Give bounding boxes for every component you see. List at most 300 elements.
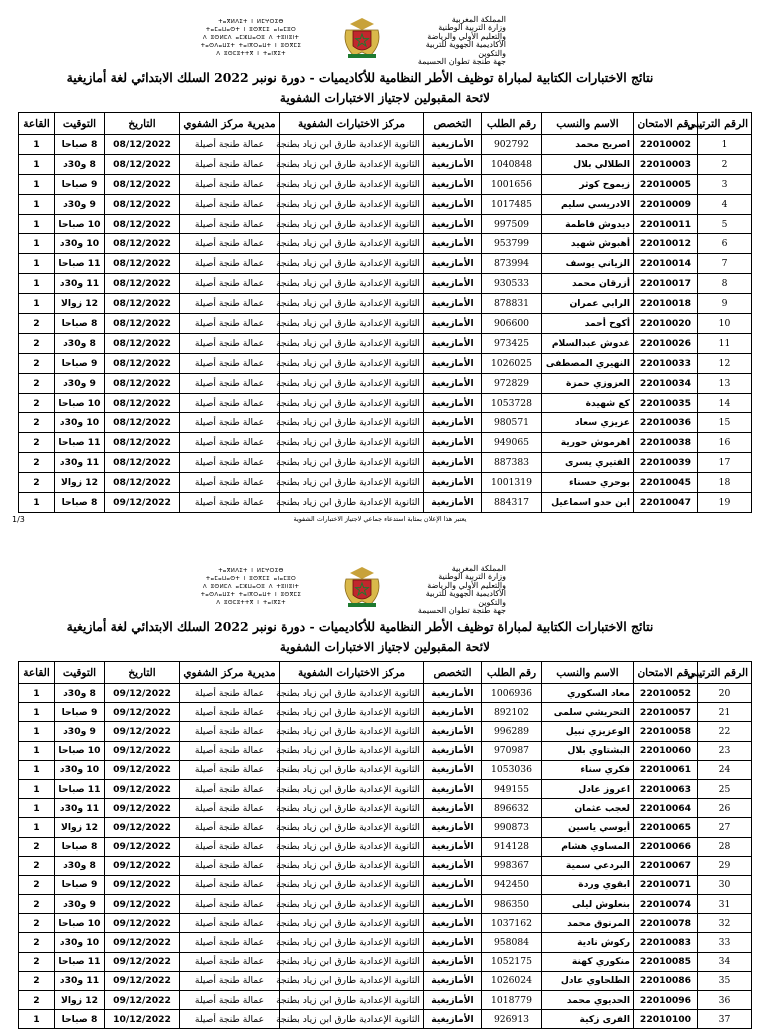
time-cell: 8 و30د <box>55 154 105 174</box>
specialty-cell: الأمازيغية <box>424 799 482 818</box>
oral-center-cell: الثانوية الإعدادية طارق ابن زياد بطنجة <box>280 493 424 513</box>
document-title: نتائج الاختبارات الكتابية لمباراة توظيف الأطر النظامية للأكاديميات - دورة نونبر 2022 السلك الابتدائي لغة أمازيغية <box>66 619 654 634</box>
hall-cell: 2 <box>19 453 55 473</box>
table-row <box>19 333 752 353</box>
specialty-cell: الأمازيغية <box>424 493 482 513</box>
oral-center-cell: الثانوية الإعدادية طارق ابن زياد بطنجة <box>280 779 424 798</box>
directorate-cell: عمالة طنجة أصيلة <box>180 837 280 856</box>
table-row <box>19 154 752 174</box>
hall-cell: 2 <box>19 875 55 894</box>
oral-center-cell: الثانوية الإعدادية طارق ابن زياد بطنجة <box>280 214 424 234</box>
date-cell: 10/12/2022 <box>105 1010 180 1029</box>
time-cell: 8 صباحا <box>55 135 105 155</box>
results-table <box>18 661 752 1029</box>
table-row <box>19 722 752 741</box>
oral-center-cell: الثانوية الإعدادية طارق ابن زياد بطنجة <box>280 373 424 393</box>
table-row <box>19 254 752 274</box>
candidate-name-cell: أزرقان محمد <box>542 274 634 294</box>
candidate-name-cell: المساوي هشام <box>542 837 634 856</box>
column-header-oral-center: مركز الاختبارات الشفوية <box>280 662 424 684</box>
rank-cell: 19 <box>698 493 752 513</box>
oral-center-cell: الثانوية الإعدادية طارق ابن زياد بطنجة <box>280 433 424 453</box>
hall-cell: 2 <box>19 473 55 493</box>
time-cell: 10 صباحا <box>55 914 105 933</box>
exam-number-cell: 22010052 <box>634 684 698 703</box>
oral-center-cell: الثانوية الإعدادية طارق ابن زياد بطنجة <box>280 991 424 1010</box>
directorate-cell: عمالة طنجة أصيلة <box>180 174 280 194</box>
time-cell: 11 صباحا <box>55 433 105 453</box>
directorate-cell: عمالة طنجة أصيلة <box>180 333 280 353</box>
date-cell: 08/12/2022 <box>105 453 180 473</box>
time-cell: 9 و30د <box>55 895 105 914</box>
request-number-cell: 1001319 <box>482 473 542 493</box>
exam-number-cell: 22010061 <box>634 760 698 779</box>
specialty-cell: الأمازيغية <box>424 684 482 703</box>
date-cell: 08/12/2022 <box>105 353 180 373</box>
date-cell: 09/12/2022 <box>105 875 180 894</box>
oral-center-cell: الثانوية الإعدادية طارق ابن زياد بطنجة <box>280 856 424 875</box>
specialty-cell: الأمازيغية <box>424 914 482 933</box>
time-cell: 10 صباحا <box>55 393 105 413</box>
directorate-cell: عمالة طنجة أصيلة <box>180 135 280 155</box>
rank-cell: 36 <box>698 991 752 1010</box>
column-header-hall: القاعة <box>19 662 55 684</box>
rank-cell: 18 <box>698 473 752 493</box>
table-header-row <box>19 662 752 684</box>
column-header-rank: الرقم الترتيبي <box>698 113 752 135</box>
date-cell: 09/12/2022 <box>105 760 180 779</box>
rank-cell: 27 <box>698 818 752 837</box>
tifinagh-institution-name: ⵜⴰⴳⵍⴷⵉⵜ ⵏ ⵍⵎⵖⵔⵉⴱ ⵜⴰⵎⴰⵡⴰⵙⵜ ⵏ ⵓⵙⴳⵎⵉ ⴰⵏⴰⵎⵓⵔ ⴷ ⵓⵙⵍⵎⴷ ⴰⵎⵣⵡⴰⵔⵓ ⴷ ⵜⵓⵏⵏⵓⵏⵜ ⵜⴰⵙⴷⴰⵡⵉⵜ ⵜⴰⵏⴳⵔⴰⵡⵜ ⵏ ⵓⵙⴳⵎⵉ ⴷ ⵓⵙⵎⵓⵜⵜⴳ ⵏ ⵜⴰⵏⴳⵉⵜ <box>200 19 302 57</box>
candidate-name-cell: أيوسي ياسين <box>542 818 634 837</box>
hall-cell: 1 <box>19 760 55 779</box>
candidate-name-cell: لعجب عثمان <box>542 799 634 818</box>
rank-cell: 31 <box>698 895 752 914</box>
rank-cell: 4 <box>698 194 752 214</box>
date-cell: 08/12/2022 <box>105 433 180 453</box>
directorate-cell: عمالة طنجة أصيلة <box>180 413 280 433</box>
specialty-cell: الأمازيغية <box>424 314 482 334</box>
hall-cell: 2 <box>19 933 55 952</box>
request-number-cell: 914128 <box>482 837 542 856</box>
directorate-cell: عمالة طنجة أصيلة <box>180 373 280 393</box>
column-header-time: التوقيت <box>55 662 105 684</box>
table-row <box>19 433 752 453</box>
date-cell: 08/12/2022 <box>105 254 180 274</box>
column-header-time: التوقيت <box>55 113 105 135</box>
candidate-name-cell: الطلالي بلال <box>542 154 634 174</box>
request-number-cell: 1001656 <box>482 174 542 194</box>
directorate-cell: عمالة طنجة أصيلة <box>180 741 280 760</box>
hall-cell: 2 <box>19 413 55 433</box>
results-table <box>18 112 752 513</box>
rank-cell: 29 <box>698 856 752 875</box>
hall-cell: 2 <box>19 991 55 1010</box>
hall-cell: 1 <box>19 722 55 741</box>
hall-cell: 1 <box>19 135 55 155</box>
letterhead <box>0 12 768 68</box>
hall-cell: 1 <box>19 493 55 513</box>
hall-cell: 2 <box>19 393 55 413</box>
specialty-cell: الأمازيغية <box>424 875 482 894</box>
date-cell: 09/12/2022 <box>105 779 180 798</box>
date-cell: 09/12/2022 <box>105 493 180 513</box>
candidate-name-cell: الوعزيزي نبيل <box>542 722 634 741</box>
table-body <box>19 684 752 1029</box>
candidate-name-cell: ابقوي وردة <box>542 875 634 894</box>
table-row <box>19 837 752 856</box>
exam-number-cell: 22010096 <box>634 991 698 1010</box>
date-cell: 09/12/2022 <box>105 952 180 971</box>
exam-number-cell: 22010012 <box>634 234 698 254</box>
time-cell: 8 و30د <box>55 856 105 875</box>
oral-center-cell: الثانوية الإعدادية طارق ابن زياد بطنجة <box>280 333 424 353</box>
column-header-full-name: الاسم والنسب <box>542 662 634 684</box>
exam-number-cell: 22010065 <box>634 818 698 837</box>
time-cell: 8 صباحا <box>55 493 105 513</box>
specialty-cell: الأمازيغية <box>424 952 482 971</box>
document-subtitle: لائحة المقبولين لاجتياز الاختبارات الشفوية <box>279 640 491 654</box>
specialty-cell: الأمازيغية <box>424 703 482 722</box>
hall-cell: 1 <box>19 684 55 703</box>
request-number-cell: 896632 <box>482 799 542 818</box>
candidate-name-cell: الرابي عمران <box>542 294 634 314</box>
time-cell: 12 زوالا <box>55 294 105 314</box>
date-cell: 08/12/2022 <box>105 333 180 353</box>
specialty-cell: الأمازيغية <box>424 933 482 952</box>
table-row <box>19 875 752 894</box>
candidate-name-cell: اعروز عادل <box>542 779 634 798</box>
hall-cell: 1 <box>19 214 55 234</box>
oral-center-cell: الثانوية الإعدادية طارق ابن زياد بطنجة <box>280 174 424 194</box>
candidate-name-cell: كع شهيدة <box>542 393 634 413</box>
exam-number-cell: 22010100 <box>634 1010 698 1029</box>
oral-center-cell: الثانوية الإعدادية طارق ابن زياد بطنجة <box>280 154 424 174</box>
rank-cell: 20 <box>698 684 752 703</box>
directorate-cell: عمالة طنجة أصيلة <box>180 234 280 254</box>
column-header-hall: القاعة <box>19 113 55 135</box>
column-header-request-number: رقم الطلب <box>482 113 542 135</box>
date-cell: 09/12/2022 <box>105 799 180 818</box>
request-number-cell: 996289 <box>482 722 542 741</box>
convocation-note: يعتبر هذا الإعلان بمثابة استدعاء جماعي لاجتياز الاختبارات الشفوية <box>293 515 467 523</box>
exam-number-cell: 22010011 <box>634 214 698 234</box>
time-cell: 12 زوالا <box>55 818 105 837</box>
time-cell: 9 صباحا <box>55 703 105 722</box>
request-number-cell: 1026025 <box>482 353 542 373</box>
oral-center-cell: الثانوية الإعدادية طارق ابن زياد بطنجة <box>280 684 424 703</box>
exam-number-cell: 22010074 <box>634 895 698 914</box>
column-header-date: التاريخ <box>105 113 180 135</box>
date-cell: 09/12/2022 <box>105 914 180 933</box>
exam-number-cell: 22010071 <box>634 875 698 894</box>
request-number-cell: 887383 <box>482 453 542 473</box>
directorate-cell: عمالة طنجة أصيلة <box>180 818 280 837</box>
table-header-row <box>19 113 752 135</box>
candidate-name-cell: النهيري المصطفى <box>542 353 634 373</box>
oral-center-cell: الثانوية الإعدادية طارق ابن زياد بطنجة <box>280 194 424 214</box>
request-number-cell: 953799 <box>482 234 542 254</box>
rank-cell: 37 <box>698 1010 752 1029</box>
specialty-cell: الأمازيغية <box>424 353 482 373</box>
date-cell: 09/12/2022 <box>105 933 180 952</box>
candidate-name-cell: معاد السكوري <box>542 684 634 703</box>
directorate-cell: عمالة طنجة أصيلة <box>180 473 280 493</box>
time-cell: 10 و30د <box>55 234 105 254</box>
column-header-specialty: التخصص <box>424 662 482 684</box>
rank-cell: 28 <box>698 837 752 856</box>
specialty-cell: الأمازيغية <box>424 393 482 413</box>
rank-cell: 2 <box>698 154 752 174</box>
column-header-exam-number: رقم الامتحان <box>634 113 698 135</box>
column-header-directorate: مديرية مركز الشفوي <box>180 113 280 135</box>
hall-cell: 1 <box>19 174 55 194</box>
directorate-cell: عمالة طنجة أصيلة <box>180 760 280 779</box>
table-row <box>19 453 752 473</box>
oral-center-cell: الثانوية الإعدادية طارق ابن زياد بطنجة <box>280 722 424 741</box>
rank-cell: 6 <box>698 234 752 254</box>
request-number-cell: 873994 <box>482 254 542 274</box>
request-number-cell: 949065 <box>482 433 542 453</box>
oral-center-cell: الثانوية الإعدادية طارق ابن زياد بطنجة <box>280 353 424 373</box>
exam-number-cell: 22010034 <box>634 373 698 393</box>
rank-cell: 1 <box>698 135 752 155</box>
date-cell: 08/12/2022 <box>105 314 180 334</box>
date-cell: 08/12/2022 <box>105 174 180 194</box>
oral-center-cell: الثانوية الإعدادية طارق ابن زياد بطنجة <box>280 818 424 837</box>
request-number-cell: 1018779 <box>482 991 542 1010</box>
exam-number-cell: 22010039 <box>634 453 698 473</box>
exam-number-cell: 22010020 <box>634 314 698 334</box>
hall-cell: 2 <box>19 837 55 856</box>
rank-cell: 35 <box>698 971 752 990</box>
oral-center-cell: الثانوية الإعدادية طارق ابن زياد بطنجة <box>280 135 424 155</box>
rank-cell: 5 <box>698 214 752 234</box>
rank-cell: 15 <box>698 413 752 433</box>
hall-cell: 1 <box>19 194 55 214</box>
time-cell: 12 زوالا <box>55 473 105 493</box>
oral-center-cell: الثانوية الإعدادية طارق ابن زياد بطنجة <box>280 294 424 314</box>
specialty-cell: الأمازيغية <box>424 895 482 914</box>
time-cell: 9 صباحا <box>55 174 105 194</box>
sheet-page-1 <box>0 12 768 524</box>
specialty-cell: الأمازيغية <box>424 779 482 798</box>
table-row <box>19 684 752 703</box>
date-cell: 08/12/2022 <box>105 135 180 155</box>
candidate-name-cell: فكري سناء <box>542 760 634 779</box>
oral-center-cell: الثانوية الإعدادية طارق ابن زياد بطنجة <box>280 473 424 493</box>
exam-number-cell: 22010017 <box>634 274 698 294</box>
exam-number-cell: 22010014 <box>634 254 698 274</box>
date-cell: 08/12/2022 <box>105 154 180 174</box>
rank-cell: 12 <box>698 353 752 373</box>
exam-number-cell: 22010038 <box>634 433 698 453</box>
exam-number-cell: 22010035 <box>634 393 698 413</box>
table-row <box>19 818 752 837</box>
exam-number-cell: 22010067 <box>634 856 698 875</box>
request-number-cell: 1017485 <box>482 194 542 214</box>
oral-center-cell: الثانوية الإعدادية طارق ابن زياد بطنجة <box>280 393 424 413</box>
candidate-name-cell: غدوش عبدالسلام <box>542 333 634 353</box>
column-header-request-number: رقم الطلب <box>482 662 542 684</box>
directorate-cell: عمالة طنجة أصيلة <box>180 952 280 971</box>
date-cell: 08/12/2022 <box>105 234 180 254</box>
request-number-cell: 1037162 <box>482 914 542 933</box>
directorate-cell: عمالة طنجة أصيلة <box>180 895 280 914</box>
directorate-cell: عمالة طنجة أصيلة <box>180 453 280 473</box>
directorate-cell: عمالة طنجة أصيلة <box>180 684 280 703</box>
directorate-cell: عمالة طنجة أصيلة <box>180 393 280 413</box>
exam-number-cell: 22010078 <box>634 914 698 933</box>
directorate-cell: عمالة طنجة أصيلة <box>180 933 280 952</box>
exam-number-cell: 22010005 <box>634 174 698 194</box>
request-number-cell: 973425 <box>482 333 542 353</box>
directorate-cell: عمالة طنجة أصيلة <box>180 722 280 741</box>
date-cell: 09/12/2022 <box>105 722 180 741</box>
time-cell: 9 صباحا <box>55 875 105 894</box>
date-cell: 09/12/2022 <box>105 703 180 722</box>
candidate-name-cell: بوحري حسناء <box>542 473 634 493</box>
date-cell: 08/12/2022 <box>105 294 180 314</box>
rank-cell: 13 <box>698 373 752 393</box>
request-number-cell: 878831 <box>482 294 542 314</box>
rank-cell: 22 <box>698 722 752 741</box>
exam-number-cell: 22010033 <box>634 353 698 373</box>
hall-cell: 2 <box>19 314 55 334</box>
table-row <box>19 214 752 234</box>
candidate-name-cell: الزياني يوسف <box>542 254 634 274</box>
candidate-name-cell: الطلحاوي عادل <box>542 971 634 990</box>
rank-cell: 30 <box>698 875 752 894</box>
table-row <box>19 895 752 914</box>
exam-number-cell: 22010002 <box>634 135 698 155</box>
request-number-cell: 958084 <box>482 933 542 952</box>
hall-cell: 2 <box>19 895 55 914</box>
table-row <box>19 174 752 194</box>
time-cell: 10 و30د <box>55 413 105 433</box>
table-row <box>19 314 752 334</box>
page-footer <box>0 515 768 529</box>
specialty-cell: الأمازيغية <box>424 433 482 453</box>
column-header-full-name: الاسم والنسب <box>542 113 634 135</box>
sheet-page-2 <box>0 561 768 1025</box>
hall-cell: 2 <box>19 333 55 353</box>
oral-center-cell: الثانوية الإعدادية طارق ابن زياد بطنجة <box>280 952 424 971</box>
oral-center-cell: الثانوية الإعدادية طارق ابن زياد بطنجة <box>280 1010 424 1029</box>
hall-cell: 2 <box>19 914 55 933</box>
exam-number-cell: 22010047 <box>634 493 698 513</box>
specialty-cell: الأمازيغية <box>424 722 482 741</box>
directorate-cell: عمالة طنجة أصيلة <box>180 1010 280 1029</box>
candidate-name-cell: اصريح محمد <box>542 135 634 155</box>
request-number-cell: 884317 <box>482 493 542 513</box>
directorate-cell: عمالة طنجة أصيلة <box>180 274 280 294</box>
directorate-cell: عمالة طنجة أصيلة <box>180 314 280 334</box>
time-cell: 11 و30د <box>55 799 105 818</box>
candidate-name-cell: البردعي سمية <box>542 856 634 875</box>
request-number-cell: 990873 <box>482 818 542 837</box>
date-cell: 09/12/2022 <box>105 741 180 760</box>
hall-cell: 1 <box>19 818 55 837</box>
oral-center-cell: الثانوية الإعدادية طارق ابن زياد بطنجة <box>280 875 424 894</box>
table-row <box>19 194 752 214</box>
hall-cell: 1 <box>19 779 55 798</box>
column-header-specialty: التخصص <box>424 113 482 135</box>
hall-cell: 2 <box>19 856 55 875</box>
directorate-cell: عمالة طنجة أصيلة <box>180 914 280 933</box>
request-number-cell: 930533 <box>482 274 542 294</box>
rank-cell: 26 <box>698 799 752 818</box>
oral-center-cell: الثانوية الإعدادية طارق ابن زياد بطنجة <box>280 413 424 433</box>
directorate-cell: عمالة طنجة أصيلة <box>180 779 280 798</box>
table-row <box>19 473 752 493</box>
oral-center-cell: الثانوية الإعدادية طارق ابن زياد بطنجة <box>280 933 424 952</box>
oral-center-cell: الثانوية الإعدادية طارق ابن زياد بطنجة <box>280 914 424 933</box>
exam-number-cell: 22010045 <box>634 473 698 493</box>
request-number-cell: 980571 <box>482 413 542 433</box>
table-row <box>19 799 752 818</box>
request-number-cell: 972829 <box>482 373 542 393</box>
table-row <box>19 703 752 722</box>
date-cell: 08/12/2022 <box>105 214 180 234</box>
table-row <box>19 991 752 1010</box>
request-number-cell: 902792 <box>482 135 542 155</box>
time-cell: 8 صباحا <box>55 1010 105 1029</box>
directorate-cell: عمالة طنجة أصيلة <box>180 194 280 214</box>
oral-center-cell: الثانوية الإعدادية طارق ابن زياد بطنجة <box>280 971 424 990</box>
specialty-cell: الأمازيغية <box>424 1010 482 1029</box>
specialty-cell: الأمازيغية <box>424 837 482 856</box>
arabic-institution-name: المملكة المغربية وزارة التربية الوطنية والتعليم الأولي والرياضة الأكاديمية الجهوية للتربية والتكوين جهة طنجة تطوان الحسيمة <box>417 15 506 67</box>
candidate-name-cell: التحريشي سلمى <box>542 703 634 722</box>
rank-cell: 34 <box>698 952 752 971</box>
request-number-cell: 942450 <box>482 875 542 894</box>
candidate-name-cell: ابن حدو اسماعيل <box>542 493 634 513</box>
exam-number-cell: 22010026 <box>634 333 698 353</box>
candidate-name-cell: العزوزي حمزة <box>542 373 634 393</box>
specialty-cell: الأمازيغية <box>424 473 482 493</box>
directorate-cell: عمالة طنجة أصيلة <box>180 703 280 722</box>
date-cell: 09/12/2022 <box>105 856 180 875</box>
table-row <box>19 413 752 433</box>
exam-number-cell: 22010036 <box>634 413 698 433</box>
time-cell: 11 و30د <box>55 453 105 473</box>
time-cell: 10 و30د <box>55 933 105 952</box>
specialty-cell: الأمازيغية <box>424 135 482 155</box>
request-number-cell: 1040848 <box>482 154 542 174</box>
rank-cell: 33 <box>698 933 752 952</box>
time-cell: 9 و30د <box>55 722 105 741</box>
time-cell: 8 صباحا <box>55 837 105 856</box>
time-cell: 11 و30د <box>55 274 105 294</box>
rank-cell: 10 <box>698 314 752 334</box>
time-cell: 9 صباحا <box>55 353 105 373</box>
oral-center-cell: الثانوية الإعدادية طارق ابن زياد بطنجة <box>280 741 424 760</box>
table-row <box>19 952 752 971</box>
rank-cell: 24 <box>698 760 752 779</box>
request-number-cell: 986350 <box>482 895 542 914</box>
hall-cell: 2 <box>19 373 55 393</box>
time-cell: 8 صباحا <box>55 314 105 334</box>
request-number-cell: 906600 <box>482 314 542 334</box>
time-cell: 11 صباحا <box>55 254 105 274</box>
tifinagh-institution-name: ⵜⴰⴳⵍⴷⵉⵜ ⵏ ⵍⵎⵖⵔⵉⴱ ⵜⴰⵎⴰⵡⴰⵙⵜ ⵏ ⵓⵙⴳⵎⵉ ⴰⵏⴰⵎⵓⵔ ⴷ ⵓⵙⵍⵎⴷ ⴰⵎⵣⵡⴰⵔⵓ ⴷ ⵜⵓⵏⵏⵓⵏⵜ ⵜⴰⵙⴷⴰⵡⵉⵜ ⵜⴰⵏⴳⵔⴰⵡⵜ ⵏ ⵓⵙⴳⵎⵉ ⴷ ⵓⵙⵎⵓⵜⵜⴳ ⵏ ⵜⴰⵏⴳⵉⵜ <box>200 568 302 606</box>
oral-center-cell: الثانوية الإعدادية طارق ابن زياد بطنجة <box>280 895 424 914</box>
exam-number-cell: 22010086 <box>634 971 698 990</box>
request-number-cell: 998367 <box>482 856 542 875</box>
rank-cell: 11 <box>698 333 752 353</box>
table-row <box>19 933 752 952</box>
